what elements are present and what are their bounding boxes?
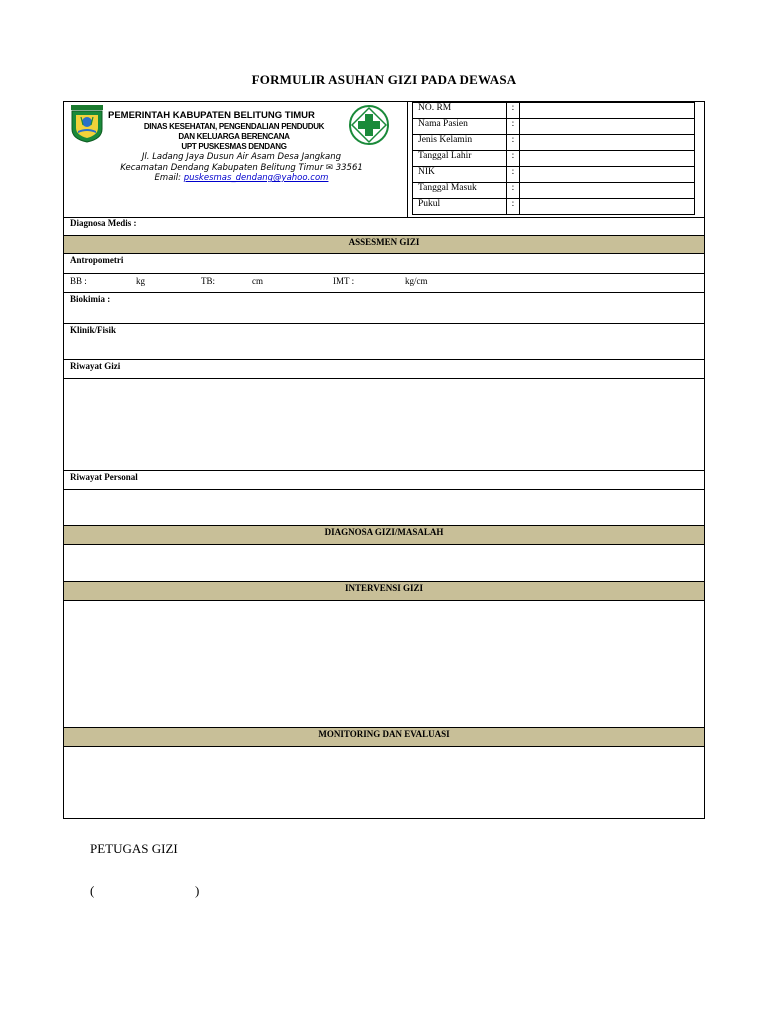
anthropometry-row — [64, 254, 704, 274]
belitung-timur-emblem-icon — [69, 105, 105, 143]
signature-paren-open: ( — [90, 883, 95, 898]
personal-history-field[interactable] — [64, 490, 704, 526]
height-label: TB: — [201, 276, 216, 286]
patient-field-value[interactable] — [520, 199, 695, 215]
nutritionist-label: PETUGAS GIZI — [90, 841, 178, 856]
patient-field-label: NO. RM — [413, 103, 507, 119]
patient-field-value[interactable] — [520, 135, 695, 151]
biochemistry-row[interactable] — [64, 293, 704, 324]
patient-field-row — [413, 151, 695, 167]
government-name: PEMERINTAH KABUPATEN BELITUNG TIMUR — [108, 110, 315, 121]
department-name: DINAS KESEHATAN, PENGENDALIAN PENDUDUK — [143, 122, 325, 131]
bmi-label: IMT : — [333, 276, 355, 286]
patient-field-colon: : — [507, 103, 520, 119]
nutrition-history-row — [64, 360, 704, 379]
patient-field-row — [413, 119, 695, 135]
patient-field-value[interactable] — [520, 151, 695, 167]
patient-field-label: Pukul — [413, 199, 507, 215]
nutrition-diagnosis-heading: DIAGNOSA GIZI/MASALAH — [324, 527, 444, 537]
patient-field-row — [413, 183, 695, 199]
patient-field-value[interactable] — [520, 167, 695, 183]
signature-paren-close: ) — [195, 883, 200, 898]
weight-label: BB : — [70, 276, 87, 286]
patient-field-colon: : — [507, 151, 520, 167]
weight-unit: kg — [136, 276, 145, 286]
section-band-monitoring — [64, 728, 704, 747]
height-unit: cm — [252, 276, 263, 286]
monitoring-field[interactable] — [64, 747, 704, 818]
patient-field-row — [413, 199, 695, 215]
nutrition-history-field[interactable] — [64, 379, 704, 471]
patient-field-label: NIK — [413, 167, 507, 183]
patient-field-colon: : — [507, 167, 520, 183]
clinical-row[interactable] — [64, 324, 704, 360]
patient-field-value[interactable] — [520, 119, 695, 135]
medical-diagnosis-label: Diagnosa Medis : — [70, 218, 137, 228]
bmi-unit: kg/cm — [405, 276, 428, 286]
section-band-intervention — [64, 582, 704, 601]
address-line-2: Kecamatan Dendang Kabupaten Belitung Timur ✉ 33561 — [120, 163, 363, 173]
patient-identity-table — [412, 102, 695, 215]
anthropometry-measure-row[interactable] — [64, 274, 704, 293]
nutrition-history-label: Riwayat Gizi — [70, 361, 121, 371]
patient-field-row — [413, 167, 695, 183]
department-name-cont: DAN KELUARGA BERENCANA — [178, 132, 290, 141]
anthropometry-label: Antropometri — [70, 255, 124, 265]
patient-field-colon: : — [507, 183, 520, 199]
patient-field-value[interactable] — [520, 183, 695, 199]
patient-field-label: Tanggal Lahir — [413, 151, 507, 167]
section-band-diagnosis — [64, 526, 704, 545]
email-label: Email: — [154, 173, 181, 183]
personal-history-row — [64, 471, 704, 490]
intervention-heading: INTERVENSI GIZI — [345, 583, 423, 593]
puskesmas-cross-logo-icon — [348, 104, 390, 146]
patient-field-colon: : — [507, 199, 520, 215]
nutrition-diagnosis-field[interactable] — [64, 545, 704, 582]
form-header — [64, 102, 704, 218]
clinical-label: Klinik/Fisik — [70, 325, 117, 335]
address-line-1: Jl. Ladang Jaya Dusun Air Asam Desa Jangkang — [141, 152, 342, 162]
patient-field-row — [413, 103, 695, 119]
patient-field-colon: : — [507, 135, 520, 151]
patient-field-colon: : — [507, 119, 520, 135]
form-title: FORMULIR ASUHAN GIZI PADA DEWASA — [251, 72, 517, 87]
patient-field-label: Tanggal Masuk — [413, 183, 507, 199]
biochemistry-label: Biokimia : — [70, 294, 111, 304]
nutrition-care-form — [63, 101, 705, 819]
section-band-assessment — [64, 236, 704, 254]
email-link[interactable]: puskesmas_dendang@yahoo.com — [183, 173, 329, 183]
email-line — [84, 173, 399, 183]
patient-field-label: Nama Pasien — [413, 119, 507, 135]
letterhead — [64, 102, 408, 217]
patient-field-label: Jenis Kelamin — [413, 135, 507, 151]
patient-field-row — [413, 135, 695, 151]
monitoring-heading: MONITORING DAN EVALUASI — [318, 729, 450, 739]
medical-diagnosis-row[interactable] — [64, 217, 704, 236]
intervention-field[interactable] — [64, 601, 704, 728]
assessment-heading: ASSESMEN GIZI — [348, 237, 420, 247]
personal-history-label: Riwayat Personal — [70, 472, 138, 482]
clinic-name: UPT PUSKESMAS DENDANG — [181, 142, 287, 151]
patient-field-value[interactable] — [520, 103, 695, 119]
